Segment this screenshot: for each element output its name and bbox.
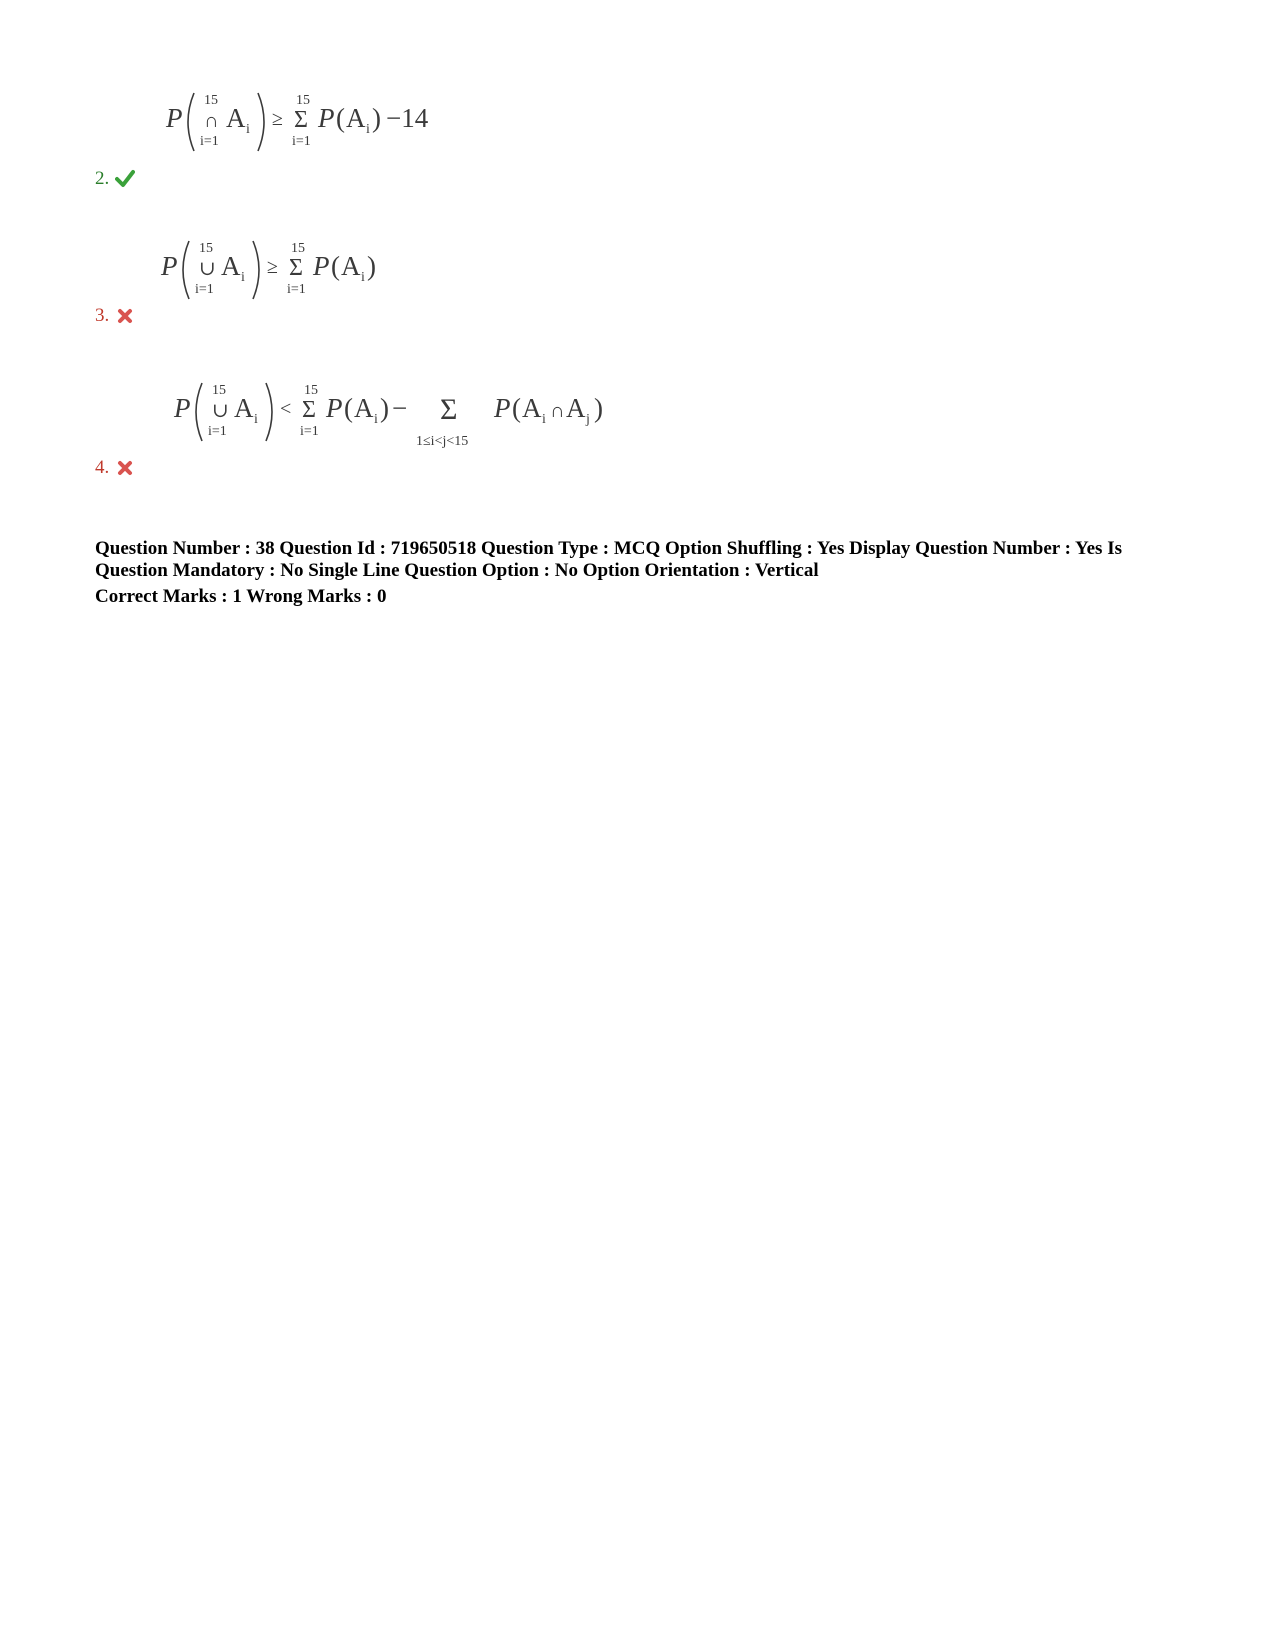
cross-icon	[115, 306, 135, 326]
formula-set: A	[221, 251, 241, 281]
formula-tail: −14	[386, 103, 429, 133]
formula-set2: A	[354, 393, 374, 423]
formula-upper-limit: 15	[212, 383, 226, 398]
option-4-label	[95, 457, 135, 479]
formula-p: P	[161, 251, 178, 281]
formula-subscript3: i	[542, 412, 546, 427]
formula-lower-limit: i=1	[195, 282, 214, 297]
check-icon	[115, 169, 135, 189]
formula-relation: ≥	[267, 256, 278, 278]
formula-lower-limit: i=1	[208, 424, 227, 439]
svg-text:(: (	[512, 393, 521, 423]
formula-p2: P	[318, 103, 335, 133]
formula-intersection: ∩	[550, 400, 565, 422]
formula-sum-lower: i=1	[292, 134, 311, 149]
formula-set2: A	[346, 103, 366, 133]
formula-sum2: Σ	[440, 393, 458, 426]
svg-text:(: (	[344, 393, 353, 423]
marks-info: Correct Marks : 1 Wrong Marks : 0	[95, 586, 387, 607]
formula-subscript2: i	[361, 270, 365, 285]
formula-p3: P	[494, 393, 511, 423]
formula-set: A	[226, 103, 246, 133]
svg-text:(: (	[331, 251, 340, 281]
svg-text:(: (	[336, 103, 345, 133]
svg-text:): )	[380, 393, 389, 423]
formula-sum-range: 1≤i<j<15	[416, 434, 469, 449]
formula-sum: Σ	[294, 107, 308, 133]
option-number: 4.	[95, 457, 110, 478]
svg-text:): )	[372, 103, 381, 133]
option-3-formula	[155, 233, 395, 313]
formula-p2: P	[326, 393, 343, 423]
formula-sum-upper: 15	[296, 93, 310, 108]
formula-subscript2: i	[374, 412, 378, 427]
formula-operator: ∩	[204, 110, 219, 132]
formula-p2: P	[313, 251, 330, 281]
formula-set2: A	[341, 251, 361, 281]
option-number: 2.	[95, 168, 110, 189]
option-4-formula	[168, 375, 648, 460]
option-2-label	[95, 168, 135, 190]
formula-sum: Σ	[302, 397, 316, 423]
formula-sum-lower: i=1	[300, 424, 319, 439]
cross-icon	[115, 458, 135, 478]
formula-p: P	[166, 103, 183, 133]
option-2-formula	[160, 85, 460, 165]
formula-sum-lower: i=1	[287, 282, 306, 297]
formula-subscript2: i	[366, 122, 370, 137]
formula-lower-limit: i=1	[200, 134, 219, 149]
formula-set4: A	[566, 393, 586, 423]
formula-upper-limit: 15	[204, 93, 218, 108]
formula-relation: ≥	[272, 108, 283, 130]
option-number: 3.	[95, 305, 110, 326]
question-metadata	[95, 538, 1175, 608]
formula-sum: Σ	[289, 255, 303, 281]
formula-operator: ∪	[212, 400, 229, 422]
formula-sum-upper: 15	[304, 383, 318, 398]
formula-p: P	[174, 393, 191, 423]
formula-subscript4: j	[586, 412, 590, 427]
svg-text:): )	[367, 251, 376, 281]
formula-operator: ∪	[199, 258, 216, 280]
option-3-label	[95, 305, 135, 327]
question-info: Question Number : 38 Question Id : 719650518 Question Type : MCQ Option Shuffling : Yes Display Question Number : Yes Is Question Mandatory : No Single Line Question Option : No Option Orientation : Vertical	[95, 538, 1122, 581]
formula-upper-limit: 15	[199, 241, 213, 256]
formula-subscript: i	[254, 412, 258, 427]
formula-sum-upper: 15	[291, 241, 305, 256]
formula-relation: <	[280, 398, 292, 420]
formula-set3: A	[522, 393, 542, 423]
formula-minus: −	[392, 393, 408, 423]
formula-subscript: i	[241, 270, 245, 285]
svg-text:): )	[594, 393, 603, 423]
formula-subscript: i	[246, 122, 250, 137]
formula-set: A	[234, 393, 254, 423]
